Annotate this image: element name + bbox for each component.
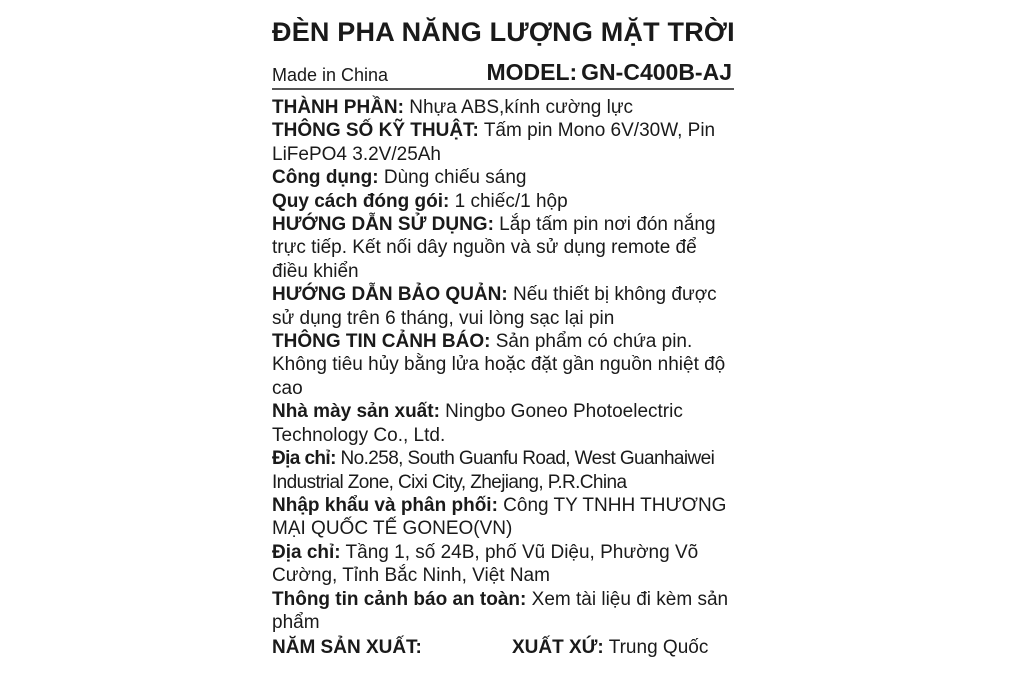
spec-key: Công dụng:: [272, 167, 379, 189]
spec-value: Dùng chiếu sáng: [378, 167, 527, 189]
spec-usage: [272, 166, 737, 189]
spec-manufacturer-address: [272, 447, 737, 494]
label-footer: [272, 636, 737, 659]
spec-value: Công TY TNHH THƯƠNG MẠI QUỐC TẾ GONEO(VN): [272, 494, 727, 540]
spec-value: 1 chiếc/1 hộp: [449, 190, 568, 212]
spec-value: Tầng 1, số 24B, phố Vũ Diệu, Phường Võ Cường, Tỉnh Bắc Ninh, Việt Nam: [272, 541, 699, 587]
origin-label: XUẤT XỨ:: [512, 637, 604, 659]
spec-value: Lắp tấm pin nơi đón nắng trực tiếp. Kết nối dây nguồn và sử dụng remote để điều khiển: [272, 214, 716, 282]
spec-key: THÔNG SỐ KỸ THUẬT:: [272, 120, 479, 142]
spec-key: THÀNH PHẦN:: [272, 97, 404, 118]
spec-instructions: [272, 213, 737, 283]
spec-importer-address: [272, 541, 737, 588]
spec-value: Nếu thiết bị không được sử dụng trên 6 tháng, vui lòng sạc lại pin: [272, 284, 717, 329]
spec-manufacturer: [272, 400, 737, 447]
spec-key: HƯỚNG DẪN BẢO QUẢN:: [272, 284, 508, 306]
spec-importer: [272, 494, 737, 541]
spec-safety-info: [272, 588, 737, 635]
spec-technical: [272, 119, 737, 166]
spec-key: Thông tin cảnh báo an toàn:: [272, 588, 527, 610]
manufacture-year-label: NĂM SẢN XUẤT:: [272, 637, 422, 659]
spec-key: Nhập khẩu và phân phối:: [272, 494, 498, 516]
spec-key: Nhà mày sản xuất:: [272, 401, 440, 423]
made-in-text: Made in China: [272, 65, 389, 85]
label-title: ĐÈN PHA NĂNG LƯỢNG MẶT TRỜI: [272, 17, 735, 47]
spec-value: Nhựa ABS,kính cường lực: [403, 97, 634, 118]
spec-packaging: [272, 190, 737, 213]
spec-storage: [272, 283, 737, 330]
model-label: MODEL:: [486, 59, 578, 85]
spec-key: Địa chỉ:: [272, 541, 341, 563]
model-number: [486, 58, 732, 86]
spec-list: [272, 96, 737, 634]
spec-value: Xem tài liệu đi kèm sản phẩm: [272, 588, 729, 633]
spec-key: Địa chỉ:: [272, 448, 336, 470]
origin: [512, 636, 708, 659]
model-value: GN-C400B-AJ: [581, 59, 732, 85]
spec-value: No.258, South Guanfu Road, West Guanhaiwei Industrial Zone, Cixi City, Zhejiang, P.R.China: [272, 448, 715, 493]
origin-value: Trung Quốc: [603, 637, 709, 659]
spec-value: Sản phẩm có chứa pin. Không tiêu hủy bằng lửa hoặc đặt gần nguồn nhiệt độ cao: [272, 331, 726, 399]
product-label: [272, 8, 737, 659]
spec-key: THÔNG TIN CẢNH BÁO:: [272, 331, 491, 353]
spec-value: Ningbo Goneo Photoelectric Technology Co., Ltd.: [272, 401, 683, 446]
label-subheader: [272, 58, 734, 90]
spec-value: Tấm pin Mono 6V/30W, Pin LiFePO4 3.2V/25Ah: [272, 120, 716, 165]
spec-key: HƯỚNG DẪN SỬ DỤNG:: [272, 214, 494, 236]
spec-key: Quy cách đóng gói:: [272, 190, 450, 212]
spec-warning: [272, 330, 737, 400]
spec-composition: [272, 96, 737, 119]
